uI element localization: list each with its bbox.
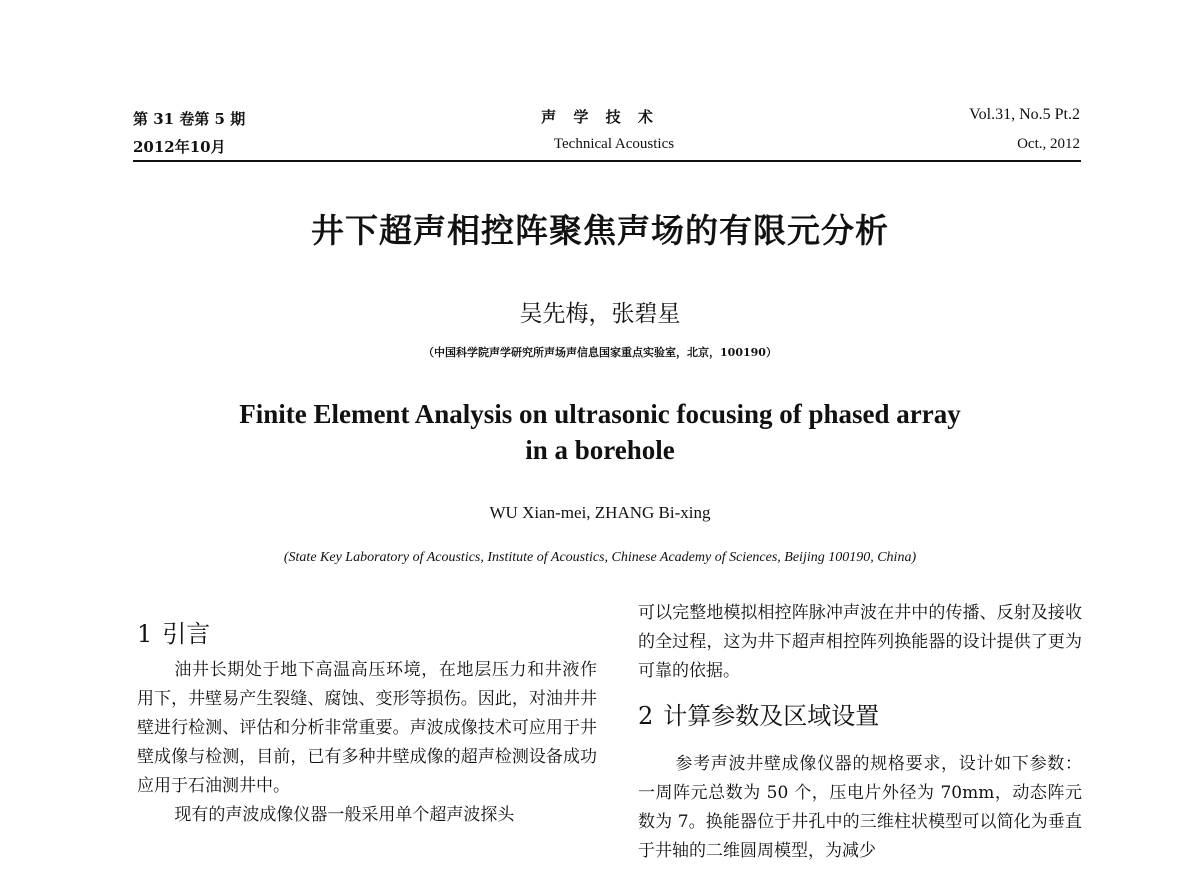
paper-title-cn: 井下超声相控阵聚焦声场的有限元分析 [311, 211, 889, 250]
right-column [638, 599, 1082, 866]
publication-date-en: Oct., 2012 [1017, 136, 1080, 152]
journal-name-cn: 声 学 技 术 [541, 108, 659, 126]
section-number: 2 [638, 702, 654, 730]
affiliation-cn: （中国科学院声学研究所声场声信息国家重点实验室，北京，100190） [423, 346, 777, 359]
volume-issue-en: Vol.31, No.5 Pt.2 [969, 106, 1080, 123]
affiliation-en: (State Key Laboratory of Acoustics, Institute of Acoustics, Chinese Academy of Sciences, Beijing 100190, China) [283, 550, 917, 565]
section-title: 引言 [162, 620, 211, 648]
intro-paragraph-1: 油井长期处于地下高温高压环境，在地层压力和井液作用下，井壁易产生裂缝、腐蚀、变形等损伤。因此，对油井井壁进行检测、评估和分析非常重要。声波成像技术可应用于井壁成像与检测，目前，已有多种井壁成像的超声检测设备成功应用于石油测井中。 [137, 660, 597, 796]
authors-cn: 吴先梅，张碧星 [519, 301, 681, 327]
right-paragraph-1: 可以完整地模拟相控阵脉冲声波在井中的传播、反射及接收的全过程，这为井下超声相控阵列换能器的设计提供了更为可靠的依据。 [638, 603, 1082, 681]
paper-title-en-line2: in a borehole [525, 435, 675, 465]
parameters-paragraph: 参考声波井壁成像仪器的规格要求，设计如下参数：一周阵元总数为 50 个，压电片外径为 70mm，动态阵元数为 7。换能器位于井孔中的三维柱状模型可以简化为垂直于井轴的二维圆周模型，为减少 [638, 754, 1082, 861]
journal-name-en: Technical Acoustics [553, 136, 675, 152]
section-heading-parameters [638, 700, 1082, 732]
section-title: 计算参数及区域设置 [663, 702, 880, 730]
paper-title-en-line1: Finite Element Analysis on ultrasonic focusing of phased array [239, 399, 961, 429]
section-number: 1 [137, 620, 153, 648]
publication-date-cn: 2012年10月 [133, 138, 226, 156]
paper-title-en [100, 396, 1100, 468]
header-rule [133, 160, 1081, 162]
left-column [137, 618, 597, 830]
intro-paragraph-2: 现有的声波成像仪器一般采用单个超声波探头 [174, 805, 515, 825]
volume-issue: 第 31 卷第 5 期 [133, 110, 246, 128]
section-heading-introduction [137, 618, 597, 650]
authors-en: WU Xian-mei, ZHANG Bi-xing [489, 503, 711, 522]
